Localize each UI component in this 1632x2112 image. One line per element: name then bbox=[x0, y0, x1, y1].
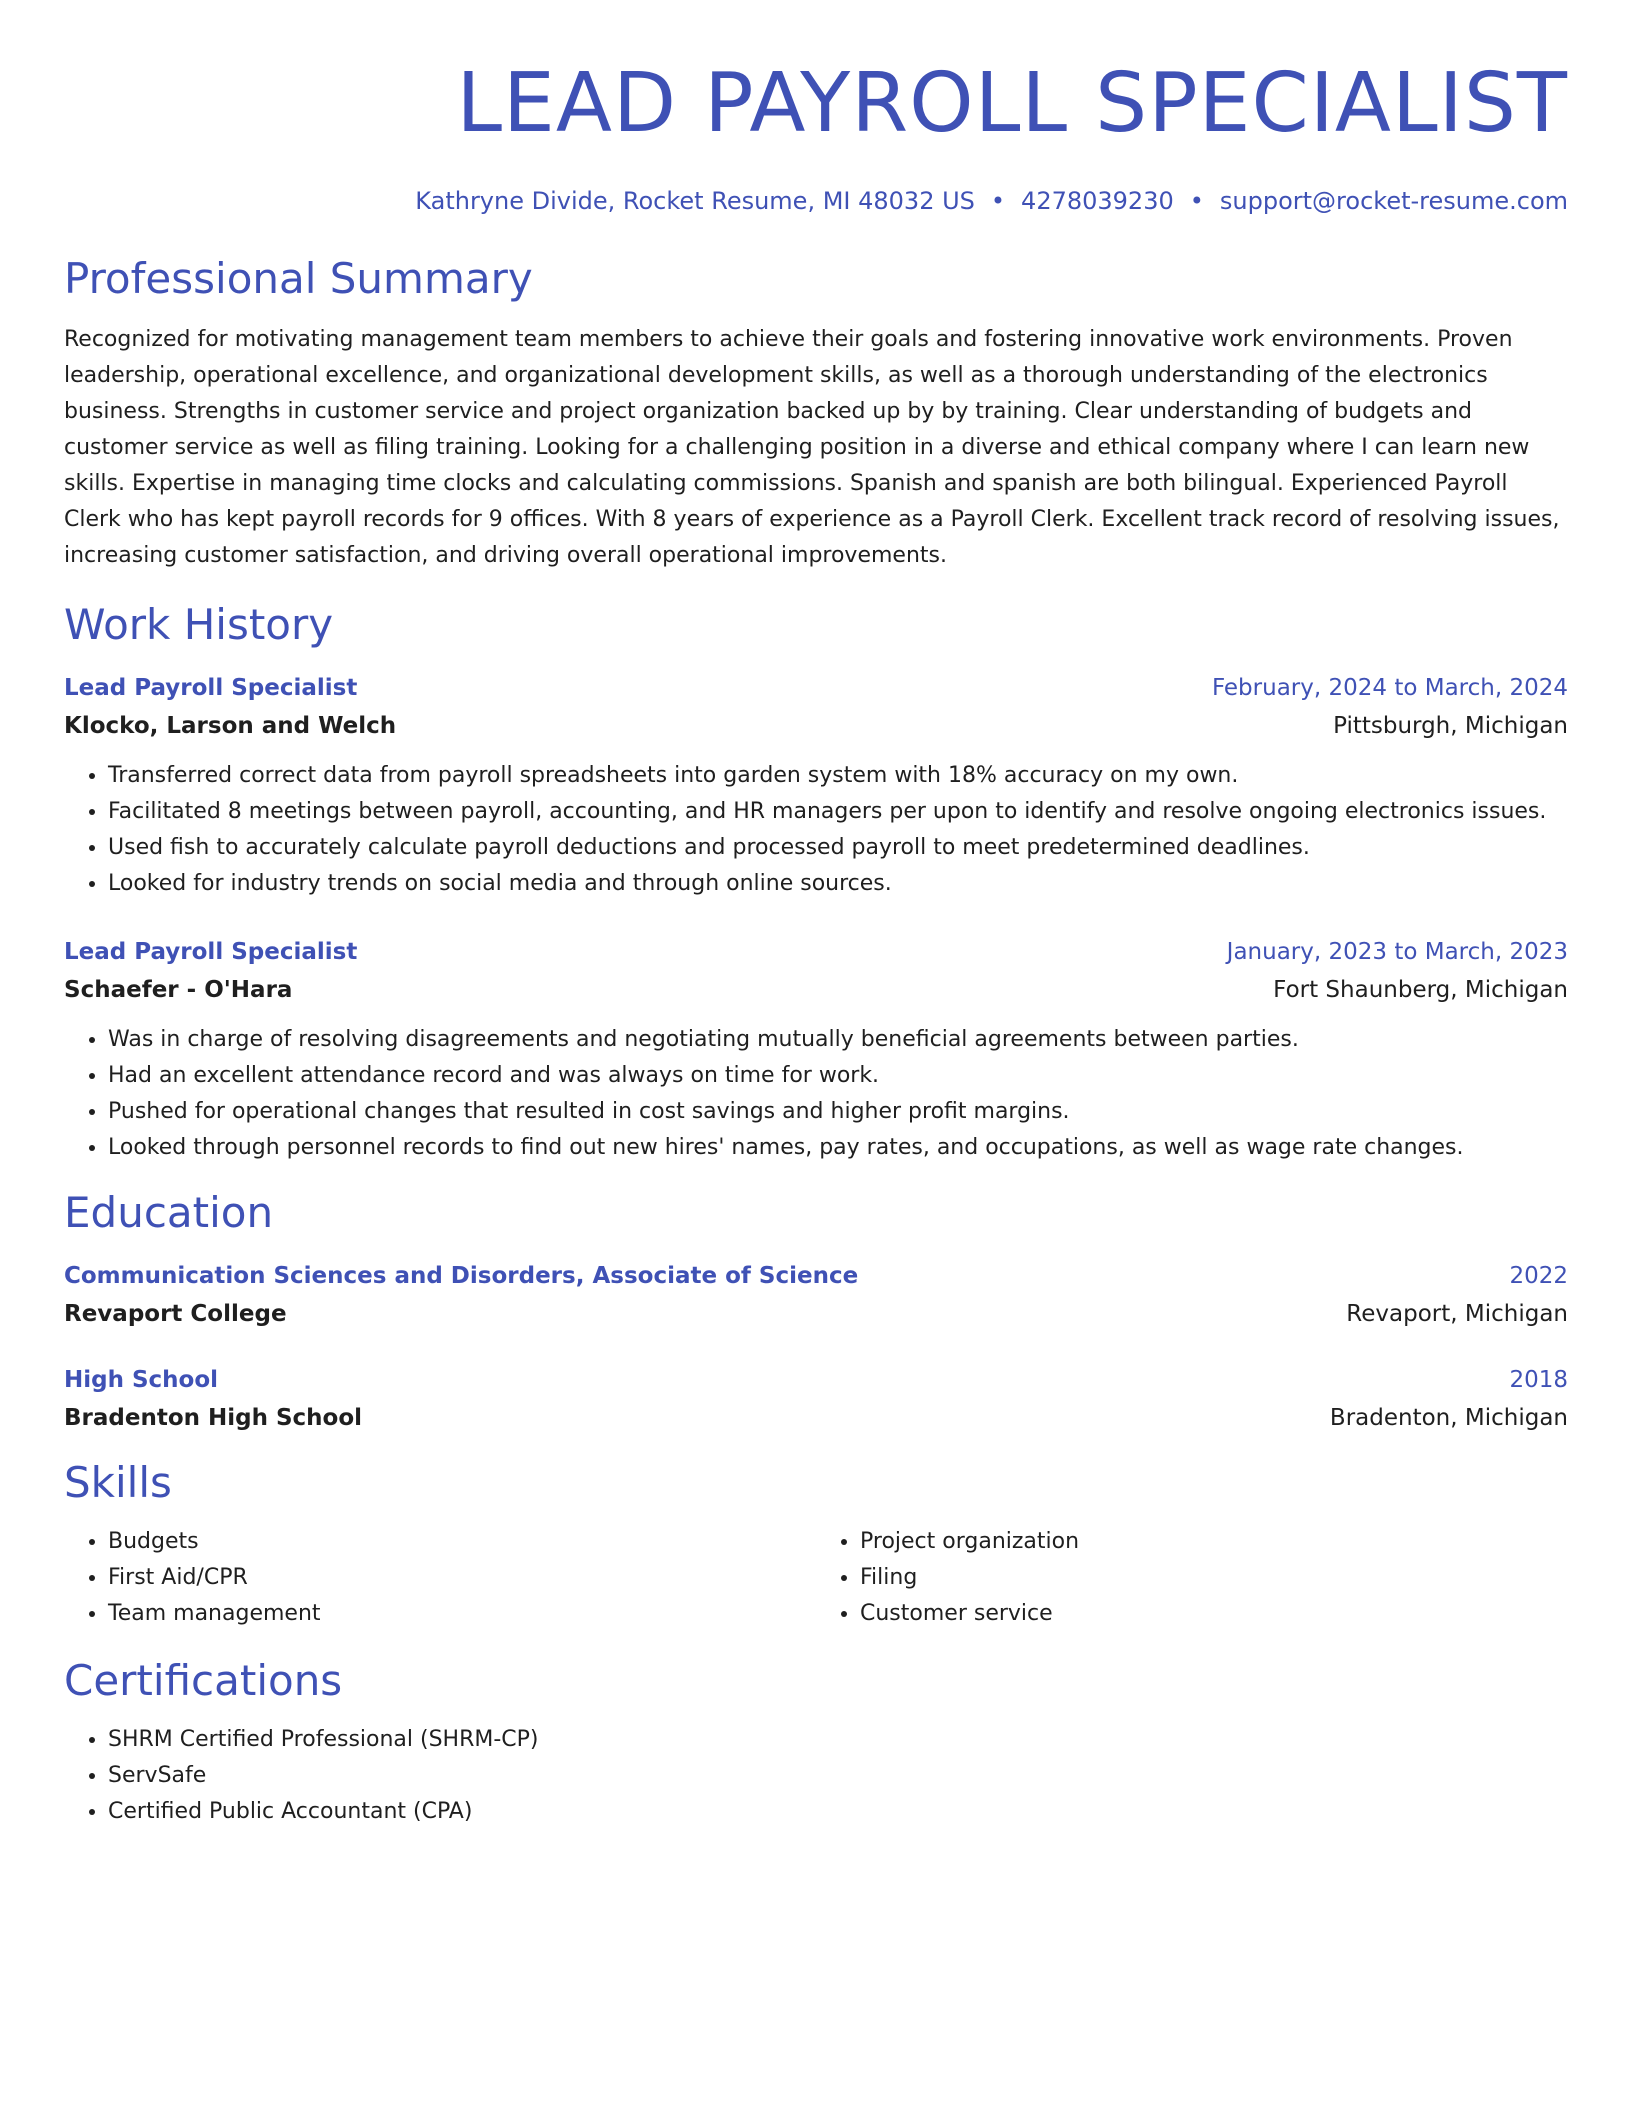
job-role: Lead Payroll Specialist bbox=[64, 939, 358, 965]
skill-item: • Budgets bbox=[108, 1524, 816, 1560]
section-title-certifications: Certifications bbox=[64, 1656, 343, 1705]
job-bullet: • Had an excellent attendance record and was always on time for work. bbox=[108, 1058, 1568, 1094]
skill-item: • Filing bbox=[860, 1560, 1568, 1596]
skills-column-right bbox=[816, 1524, 1568, 1632]
education-degree: High School bbox=[64, 1367, 219, 1393]
education-year: 2018 bbox=[1509, 1367, 1568, 1393]
job-company: Klocko, Larson and Welch bbox=[64, 713, 397, 739]
skills-list bbox=[64, 1524, 1568, 1632]
contact-phone: 4278039230 bbox=[1021, 187, 1174, 215]
certification-item: • SHRM Certified Professional (SHRM-CP) bbox=[108, 1722, 1568, 1758]
education-location: Bradenton, Michigan bbox=[1329, 1405, 1568, 1431]
job-dates: January, 2023 to March, 2023 bbox=[1226, 939, 1568, 965]
job-bullet: • Looked through personnel records to find out new hires' names, pay rates, and occupations, as well as wage rate changes. bbox=[108, 1130, 1568, 1166]
job-company: Schaefer - O'Hara bbox=[64, 977, 293, 1003]
resume-page bbox=[64, 0, 1568, 1830]
education-entry bbox=[64, 1260, 1568, 1330]
skill-item: • Customer service bbox=[860, 1596, 1568, 1632]
work-entry bbox=[64, 936, 1568, 1166]
contact-separator: • bbox=[990, 187, 1006, 215]
certification-item: • ServSafe bbox=[108, 1758, 1568, 1794]
education-school: Revaport College bbox=[64, 1301, 287, 1327]
skills-column-left bbox=[64, 1524, 816, 1632]
contact-line bbox=[64, 186, 1568, 216]
certification-item: • Certified Public Accountant (CPA) bbox=[108, 1794, 1568, 1830]
job-location: Fort Shaunberg, Michigan bbox=[1273, 977, 1568, 1003]
job-bullet: • Facilitated 8 meetings between payroll, accounting, and HR managers per upon to identify and resolve ongoing electronics issues. bbox=[108, 794, 1568, 830]
job-role: Lead Payroll Specialist bbox=[64, 675, 358, 701]
job-bullets bbox=[64, 1022, 1568, 1166]
section-title-skills: Skills bbox=[64, 1458, 172, 1507]
resume-header bbox=[64, 56, 1568, 216]
skill-item: • Project organization bbox=[860, 1524, 1568, 1560]
job-dates: February, 2024 to March, 2024 bbox=[1211, 675, 1568, 701]
contact-separator: • bbox=[1189, 187, 1204, 215]
skill-item: • First Aid/CPR bbox=[108, 1560, 816, 1596]
education-location: Revaport, Michigan bbox=[1346, 1301, 1568, 1327]
education-entry bbox=[64, 1364, 1568, 1434]
education-year: 2022 bbox=[1509, 1263, 1568, 1289]
work-entry bbox=[64, 672, 1568, 902]
job-location: Pittsburgh, Michigan bbox=[1333, 713, 1568, 739]
job-bullet: • Looked for industry trends on social media and through online sources. bbox=[108, 866, 1568, 902]
contact-email[interactable]: support@rocket-resume.com bbox=[1219, 187, 1568, 215]
job-bullets bbox=[64, 758, 1568, 902]
job-bullet: • Used fish to accurately calculate payroll deductions and processed payroll to meet predetermined deadlines. bbox=[108, 830, 1568, 866]
resume-title: LEAD PAYROLL SPECIALIST bbox=[456, 56, 1568, 151]
summary-text: Recognized for motivating management team members to achieve their goals and fostering innovative work environments. Proven leadership, operational excellence, and organizational development skills, as well as a thorough understanding of the electronics business. Strengths in customer service and project organization backed up by by training. Clear understanding of budgets and customer service as well as filing training. Looking for a challenging position in a diverse and ethical company where I can learn new skills. Expertise in managing time clocks and calculating commissions. Spanish and spanish are both bilingual. Experienced Payroll Clerk who has kept payroll records for 9 offices. With 8 years of experience as a Payroll Clerk. Excellent track record of resolving issues, increasing customer satisfaction, and driving overall operational improvements. bbox=[64, 327, 1560, 568]
contact-address: Kathryne Divide, Rocket Resume, MI 48032 US bbox=[415, 187, 975, 215]
job-bullet: • Transferred correct data from payroll spreadsheets into garden system with 18% accuracy on my own. bbox=[108, 758, 1568, 794]
section-title-summary: Professional Summary bbox=[64, 254, 533, 303]
skill-item: • Team management bbox=[108, 1596, 816, 1632]
job-bullet: • Pushed for operational changes that resulted in cost savings and higher profit margins. bbox=[108, 1094, 1568, 1130]
section-title-work-history: Work History bbox=[64, 600, 334, 649]
job-bullet: • Was in charge of resolving disagreements and negotiating mutually beneficial agreements between parties. bbox=[108, 1022, 1568, 1058]
education-degree: Communication Sciences and Disorders, Associate of Science bbox=[64, 1263, 859, 1289]
section-title-education: Education bbox=[64, 1188, 274, 1237]
certifications-list bbox=[64, 1722, 1568, 1830]
education-school: Bradenton High School bbox=[64, 1405, 363, 1431]
